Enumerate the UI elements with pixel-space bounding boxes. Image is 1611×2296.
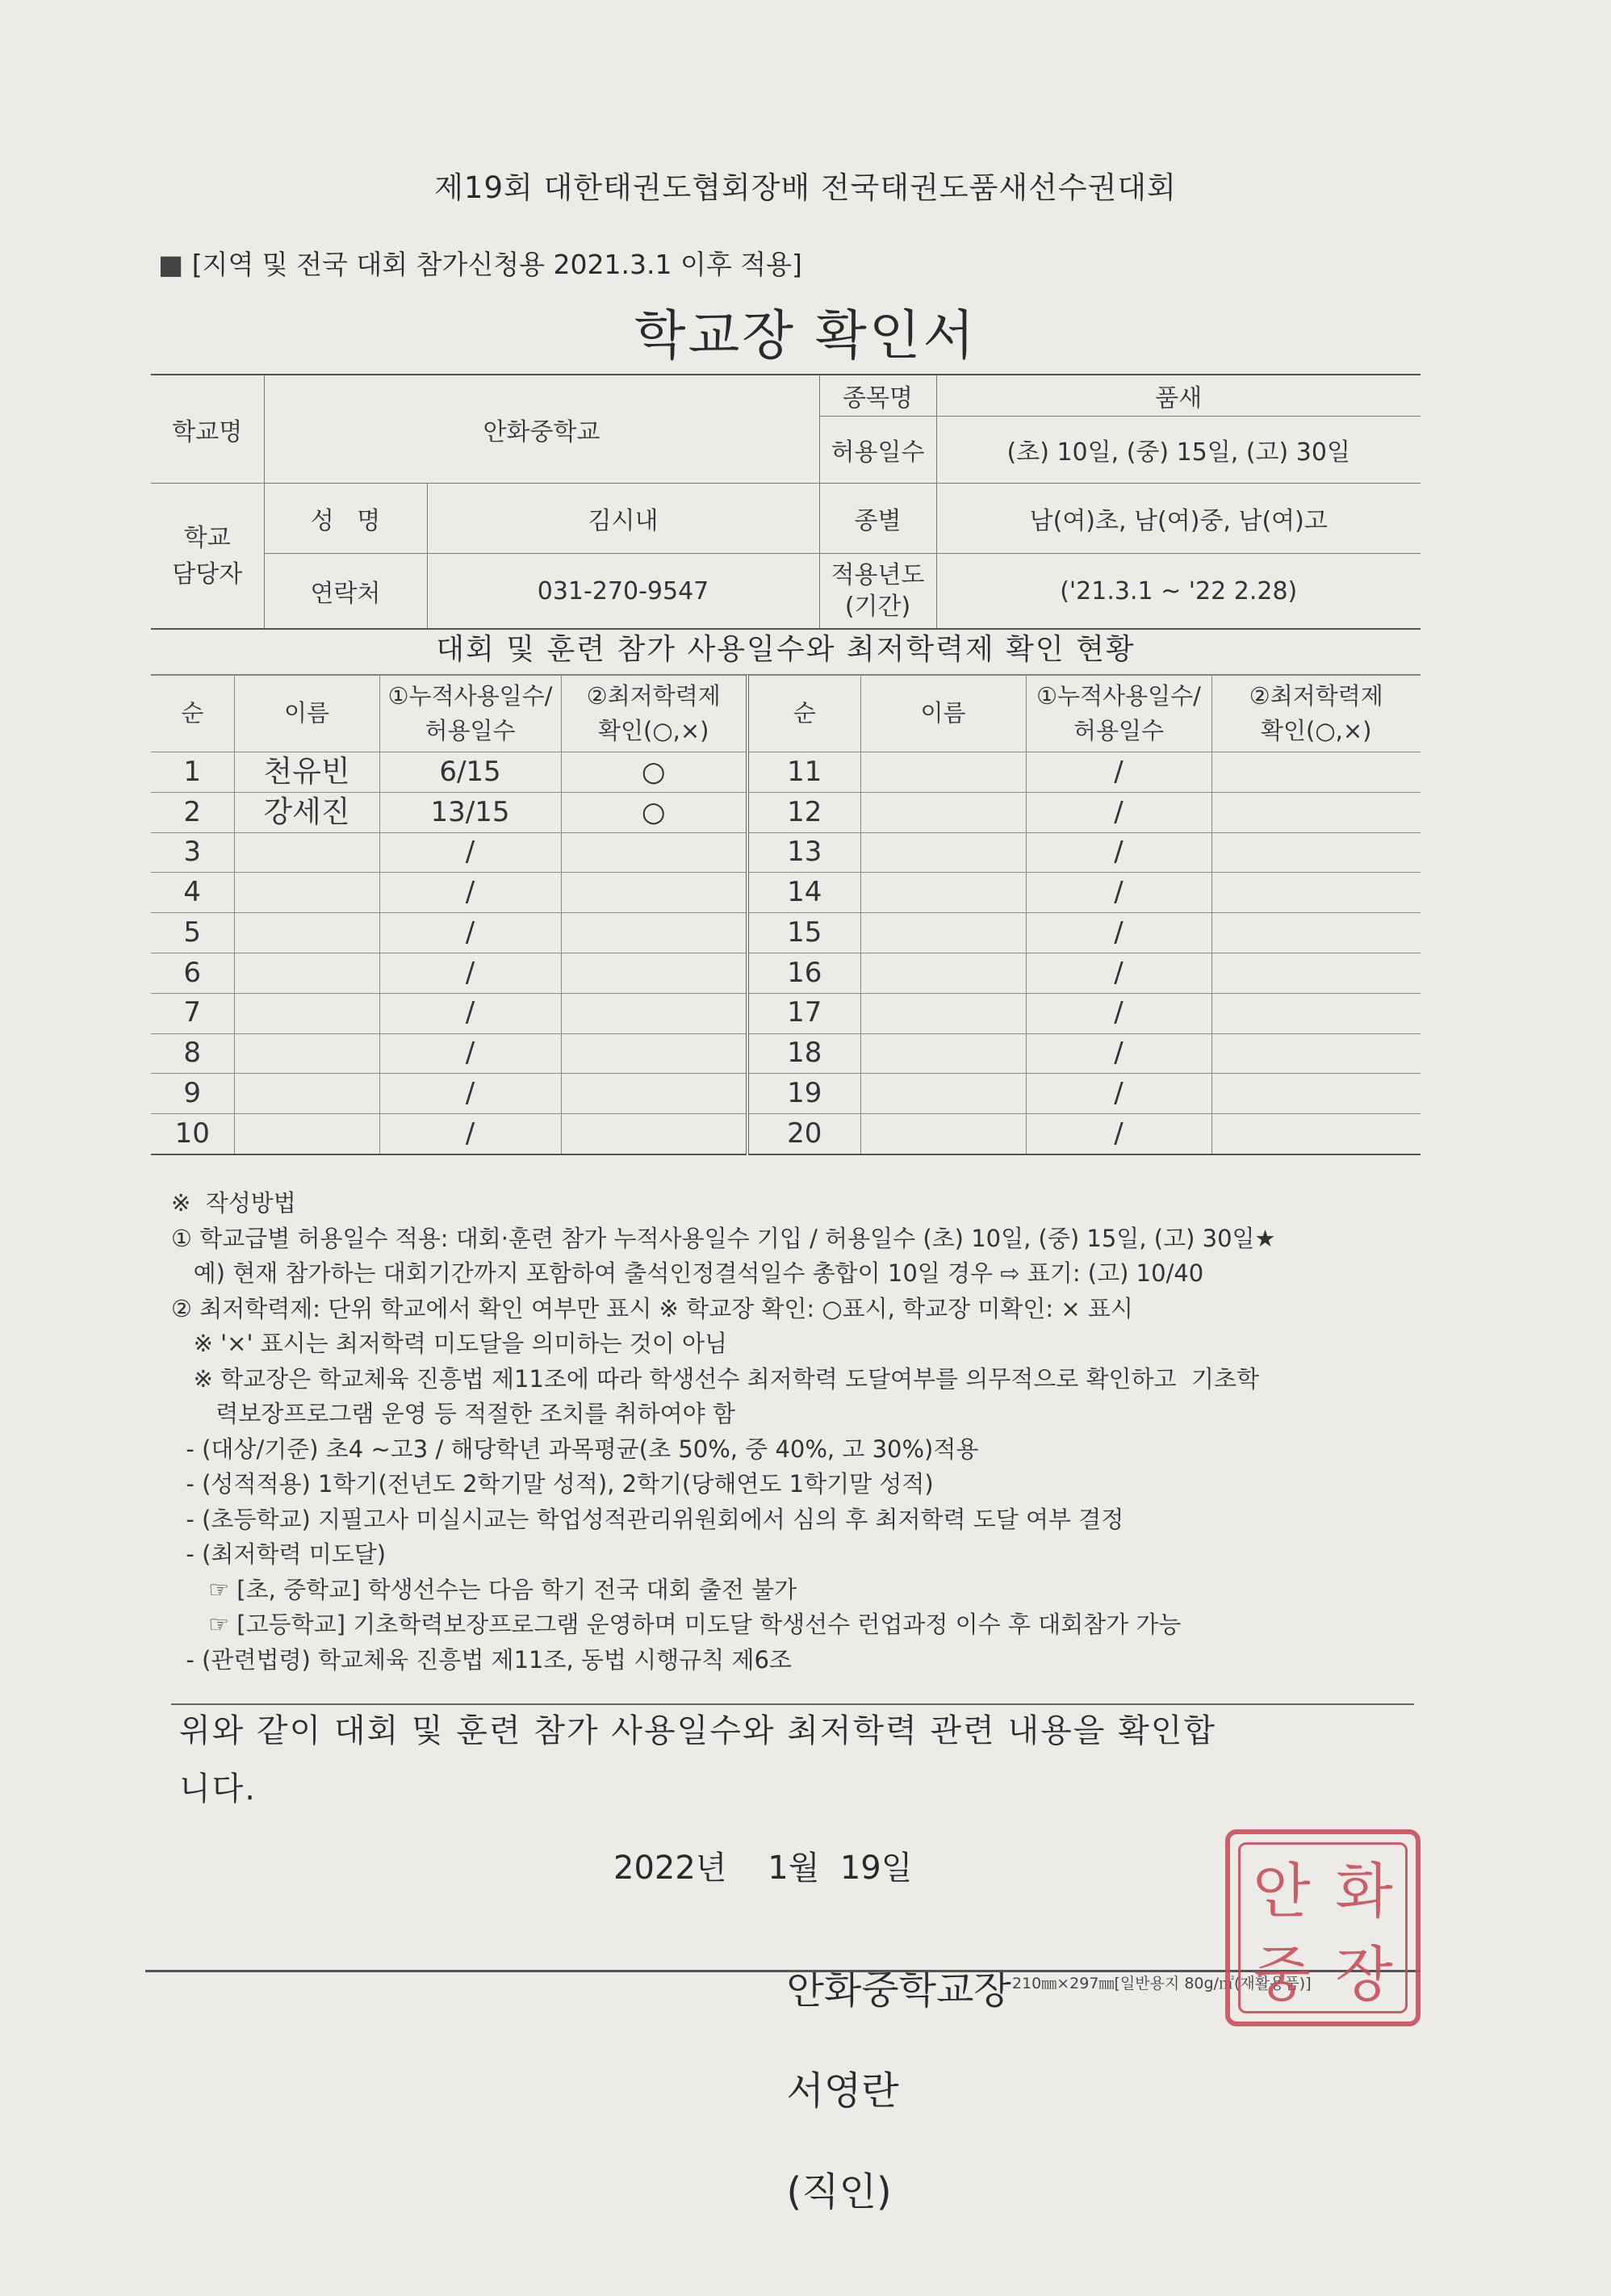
note-line: - (최저학력 미도달) xyxy=(171,1540,387,1568)
row-days: / xyxy=(379,832,561,873)
event-label: 종목명 xyxy=(819,375,936,417)
header-academic: ②최저학력제 확인(○,×) xyxy=(561,676,747,752)
row-num-2: 13 xyxy=(747,832,860,873)
row-days: / xyxy=(379,1033,561,1074)
row-num-2: 20 xyxy=(747,1114,860,1154)
school-name-label: 학교명 xyxy=(151,375,264,484)
note-line: ☞ [고등학교] 기초학력보장프로그램 운영하며 미도달 학생선수 런업과정 이수 후 대회참가 가능 xyxy=(171,1611,1182,1638)
row-name xyxy=(234,953,379,993)
seal-character: 중 xyxy=(1253,1939,1311,2009)
row-name xyxy=(234,1114,379,1154)
row-name xyxy=(234,873,379,913)
row-days: 13/15 xyxy=(379,792,561,832)
note-line: - (초등학교) 지필고사 미실시교는 학업성적관리위원회에서 심의 후 최저학력 도달 여부 결정 xyxy=(171,1505,1124,1533)
header-days-2: ①누적사용일수/ 허용일수 xyxy=(1026,676,1211,752)
row-name: 천유빈 xyxy=(234,752,379,793)
confirmation-line-2: 니다. xyxy=(179,1770,257,1808)
official-seal-mark: (직인) xyxy=(786,2169,892,2214)
header-name-2: 이름 xyxy=(860,676,1026,752)
row-num-2: 19 xyxy=(747,1074,860,1114)
row-days-2: / xyxy=(1026,1114,1211,1154)
row-days-2: / xyxy=(1026,1074,1211,1114)
header-name: 이름 xyxy=(234,676,379,752)
row-num: 7 xyxy=(151,993,234,1033)
row-days: / xyxy=(379,993,561,1033)
confirmation-statement xyxy=(179,1702,1216,1818)
row-academic-2 xyxy=(1211,792,1421,832)
row-name-2 xyxy=(860,832,1026,873)
row-num-2: 18 xyxy=(747,1033,860,1074)
row-name xyxy=(234,993,379,1033)
row-days: / xyxy=(379,913,561,953)
name-label: 성 명 xyxy=(264,484,427,554)
official-seal xyxy=(1225,1829,1421,2026)
note-line: - (성적적용) 1학기(전년도 2학기말 성적), 2학기(당해연도 1학기말 성적) xyxy=(171,1470,934,1498)
row-academic-2 xyxy=(1211,953,1421,993)
document-title: 학교장 확인서 xyxy=(634,304,977,367)
table-row xyxy=(151,913,1421,953)
row-days-2: / xyxy=(1026,873,1211,913)
row-academic xyxy=(561,913,747,953)
row-academic-2 xyxy=(1211,1114,1421,1154)
table-row xyxy=(151,752,1421,793)
row-num: 1 xyxy=(151,752,234,793)
row-num: 9 xyxy=(151,1074,234,1114)
school-info-table xyxy=(151,374,1421,630)
writing-instructions xyxy=(171,1186,1446,1678)
header-num-2: 순 xyxy=(747,676,860,752)
row-days-2: / xyxy=(1026,953,1211,993)
row-academic xyxy=(561,1114,747,1154)
row-days: / xyxy=(379,873,561,913)
row-academic xyxy=(561,993,747,1033)
note-line: ※ 작성방법 xyxy=(171,1189,296,1217)
principal-name: 서영란 xyxy=(786,2068,899,2114)
row-name xyxy=(234,913,379,953)
note-line: - (대상/기준) 초4 ~고3 / 해당학년 과목평균(초 50%, 중 40%, 고 30%)적용 xyxy=(171,1435,979,1463)
event-value: 품새 xyxy=(936,375,1421,417)
row-name-2 xyxy=(860,1114,1026,1154)
row-name-2 xyxy=(860,792,1026,832)
note-line: ※ 학교장은 학교체육 진흥법 제11조에 따라 학생선수 최저학력 도달여부를 의무적으로 확인하고 기초학 xyxy=(171,1364,1260,1393)
row-academic xyxy=(561,832,747,873)
row-num: 8 xyxy=(151,1033,234,1074)
note-line: ② 최저학력제: 단위 학교에서 확인 여부만 표시 ※ 학교장 확인: ○표시, 학교장 미확인: × 표시 xyxy=(171,1294,1133,1322)
table-row xyxy=(151,792,1421,832)
row-academic-2 xyxy=(1211,913,1421,953)
row-days: / xyxy=(379,1114,561,1154)
row-num-2: 15 xyxy=(747,913,860,953)
row-days-2: / xyxy=(1026,993,1211,1033)
row-days-2: / xyxy=(1026,752,1211,793)
row-days: / xyxy=(379,953,561,993)
row-days-2: / xyxy=(1026,792,1211,832)
row-academic: ○ xyxy=(561,792,747,832)
row-num-2: 14 xyxy=(747,873,860,913)
table-row xyxy=(151,873,1421,913)
row-name xyxy=(234,1033,379,1074)
row-name-2 xyxy=(860,752,1026,793)
row-num-2: 12 xyxy=(747,792,860,832)
row-num-2: 17 xyxy=(747,993,860,1033)
note-line: ※ '×' 표시는 최저학력 미도달을 의미하는 것이 아님 xyxy=(171,1330,727,1357)
issue-date: 2022년 1월 19일 xyxy=(613,1850,913,1887)
row-name-2 xyxy=(860,953,1026,993)
row-name xyxy=(234,1074,379,1114)
category-label: 종별 xyxy=(819,484,936,554)
row-days: 6/15 xyxy=(379,752,561,793)
row-academic-2 xyxy=(1211,993,1421,1033)
row-name-2 xyxy=(860,1074,1026,1114)
school-name-value: 안화중학교 xyxy=(264,375,819,484)
row-academic: ○ xyxy=(561,752,747,793)
row-name-2 xyxy=(860,1033,1026,1074)
square-bullet-icon: ■ xyxy=(158,249,184,280)
row-num: 6 xyxy=(151,953,234,993)
table-row xyxy=(151,1033,1421,1074)
phone-value: 031-270-9547 xyxy=(427,554,819,630)
note-line: 예) 현재 참가하는 대회기간까지 포함하여 출석인정결석일수 총합이 10일 경우 ⇨ 표기: (고) 10/40 xyxy=(171,1259,1204,1287)
row-academic xyxy=(561,873,747,913)
row-academic xyxy=(561,953,747,993)
row-name xyxy=(234,832,379,873)
period-label: 적용년도 (기간) xyxy=(819,554,936,630)
allowed-days-label: 허용일수 xyxy=(819,417,936,484)
principal-school: 안화중학교장 xyxy=(786,1967,1011,2013)
note-line: - (관련법령) 학교체육 진흥법 제11조, 동법 시행규칙 제6조 xyxy=(171,1645,792,1674)
row-academic-2 xyxy=(1211,832,1421,873)
principal-signature-line xyxy=(762,1913,1011,2216)
row-num: 2 xyxy=(151,792,234,832)
row-academic-2 xyxy=(1211,752,1421,793)
note-line: ① 학교급별 허용일수 적용: 대회·훈련 참가 누적사용일수 기입 / 허용일수 (초) 10일, (중) 15일, (고) 30일★ xyxy=(171,1224,1276,1252)
row-num: 4 xyxy=(151,873,234,913)
table-row xyxy=(151,993,1421,1033)
header-num: 순 xyxy=(151,676,234,752)
paper-spec: 210㎜×297㎜[일반용지 80g/㎡(재활용품)] xyxy=(1012,1975,1312,1992)
row-name-2 xyxy=(860,993,1026,1033)
name-value: 김시내 xyxy=(427,484,819,554)
row-days-2: / xyxy=(1026,913,1211,953)
row-name-2 xyxy=(860,873,1026,913)
confirmation-line-1: 위와 같이 대회 및 훈련 참가 사용일수와 최저학력 관련 내용을 확인합 xyxy=(179,1712,1217,1749)
form-note xyxy=(158,244,802,282)
row-name: 강세진 xyxy=(234,792,379,832)
seal-character: 안 xyxy=(1253,1856,1311,1926)
row-days-2: / xyxy=(1026,832,1211,873)
form-note-text: [지역 및 전국 대회 참가신청용 2021.3.1 이후 적용] xyxy=(191,249,802,280)
header-academic-2: ②최저학력제 확인(○,×) xyxy=(1211,676,1421,752)
note-line: 력보장프로그램 운영 등 적절한 조치를 취하여야 함 xyxy=(171,1400,735,1427)
header-days: ①누적사용일수/ 허용일수 xyxy=(379,676,561,752)
note-line: ☞ [초, 중학교] 학생선수는 다음 학기 전국 대회 출전 불가 xyxy=(171,1575,797,1603)
status-header-row xyxy=(151,676,1421,752)
table-row xyxy=(151,1114,1421,1154)
period-value: ('21.3.1 ~ '22 2.28) xyxy=(936,554,1421,630)
seal-character: 장 xyxy=(1335,1939,1393,2009)
row-num-2: 16 xyxy=(747,953,860,993)
row-num: 5 xyxy=(151,913,234,953)
row-num-2: 11 xyxy=(747,752,860,793)
row-academic xyxy=(561,1074,747,1114)
row-academic xyxy=(561,1033,747,1074)
row-days: / xyxy=(379,1074,561,1114)
row-days-2: / xyxy=(1026,1033,1211,1074)
contact-person-label: 학교 담당자 xyxy=(151,484,264,630)
phone-label: 연락처 xyxy=(264,554,427,630)
row-num: 3 xyxy=(151,832,234,873)
row-academic-2 xyxy=(1211,873,1421,913)
status-table-title: 대회 및 훈련 참가 사용일수와 최저학력제 확인 현황 xyxy=(151,626,1421,675)
competition-title: 제19회 대한태권도협회장배 전국태권도품새선수권대회 xyxy=(434,170,1177,205)
row-name-2 xyxy=(860,913,1026,953)
row-academic-2 xyxy=(1211,1033,1421,1074)
table-row xyxy=(151,832,1421,873)
seal-character: 화 xyxy=(1335,1856,1393,1926)
table-row xyxy=(151,1074,1421,1114)
row-academic-2 xyxy=(1211,1074,1421,1114)
table-row xyxy=(151,953,1421,993)
allowed-days-value: (초) 10일, (중) 15일, (고) 30일 xyxy=(936,417,1421,484)
row-num: 10 xyxy=(151,1114,234,1154)
participation-status-table xyxy=(151,675,1421,1155)
category-value: 남(여)초, 남(여)중, 남(여)고 xyxy=(936,484,1421,554)
